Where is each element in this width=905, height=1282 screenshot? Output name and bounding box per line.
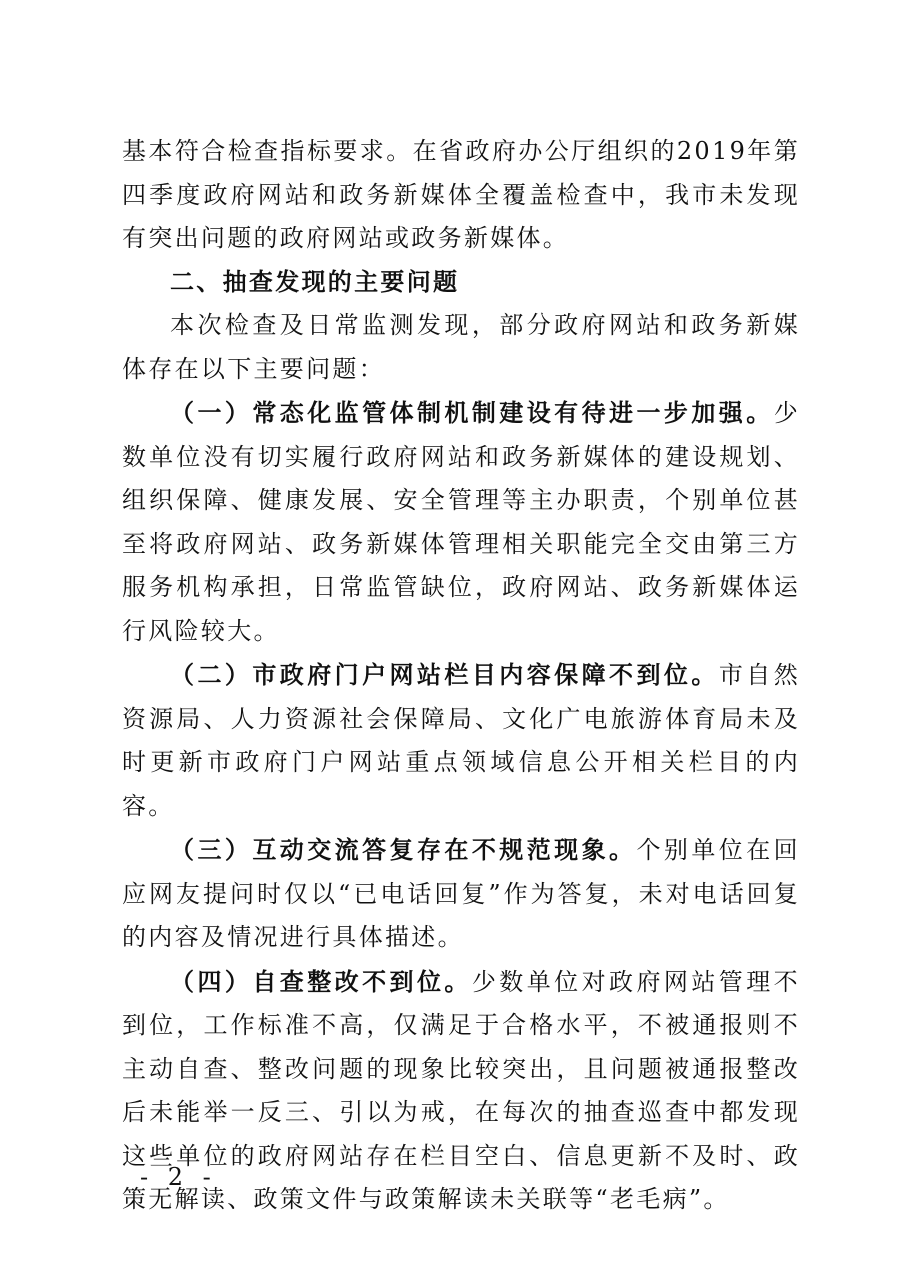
issue-text: 市自然资源局、人力资源社会保障局、文化广电旅游体育局未及时更新市政府门户网站重点领域信息公开相关栏目的内容。 <box>122 661 800 820</box>
issue-title: （四）自查整改不到位。 <box>170 966 472 996</box>
issue-text: 少数单位对政府网站管理不到位，工作标准不高，仅满足于合格水平，不被通报则不主动自查、整改问题的现象比较突出，且问题被通报整改后未能举一反三、引以为戒，在每次的抽查巡查中都发现这些单位的政府网站存在栏目空白、信息更新不及时、政策无解读、政策文件与政策解读未关联等“老毛病”。 <box>122 967 800 1213</box>
paragraph-intro <box>122 130 800 261</box>
paragraph-text: 本次检查及日常监测发现，部分政府网站和政务新媒体存在以下主要问题： <box>122 311 800 383</box>
paragraph-issue-1 <box>122 391 800 653</box>
paragraph-issue-3 <box>122 828 800 960</box>
issue-title: （二）市政府门户网站栏目内容保障不到位。 <box>170 660 719 689</box>
issue-text: 少数单位没有切实履行政府网站和政务新媒体的建设规划、组织保障、健康发展、安全管理等主办职责，个别单位甚至将政府网站、政务新媒体管理相关职能完全交由第三方服务机构承担，日常监管缺位，政府网站、政务新媒体运行风险较大。 <box>122 399 800 645</box>
issue-title: （三）互动交流答复存在不规范现象。 <box>170 835 637 864</box>
paragraph-issue-4 <box>122 960 800 1222</box>
section-heading: 二、抽查发现的主要问题 <box>170 267 460 296</box>
paragraph-text: 基本符合检查指标要求。在省政府办公厅组织的2019年第四季度政府网站和政务新媒体全覆盖检查中，我市未发现有突出问题的政府网站或政务新媒体。 <box>122 137 800 252</box>
paragraph-overview <box>122 304 800 391</box>
issue-text: 个别单位在回应网友提问时仅以“已电话回复”作为答复，未对电话回复的内容及情况进行具体描述。 <box>122 836 800 951</box>
page-number: - 2 - <box>140 1163 217 1191</box>
paragraph-issue-2 <box>122 653 800 828</box>
issue-title: （一）常态化监管体制机制建设有待进一步加强。 <box>170 398 774 427</box>
